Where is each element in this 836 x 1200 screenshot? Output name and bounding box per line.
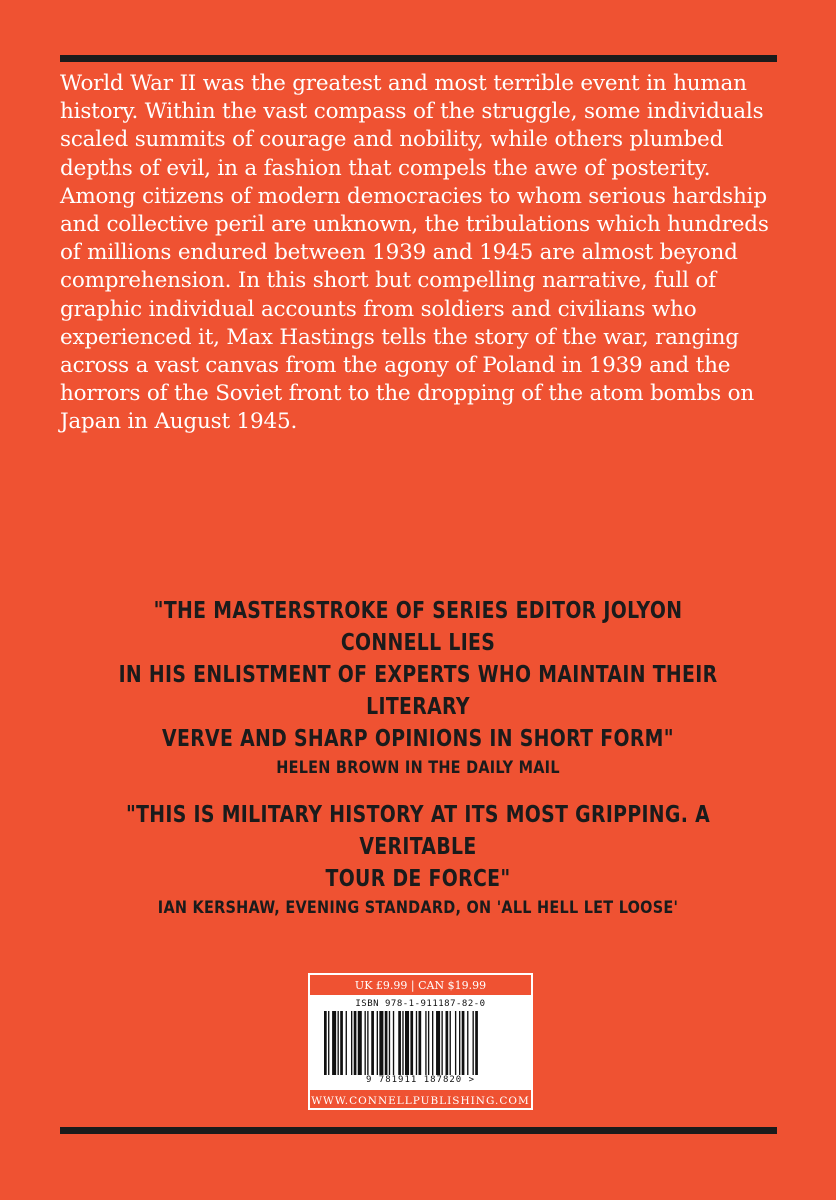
price-label: UK £9.99 | CAN $19.99 <box>310 975 531 997</box>
barcode-panel <box>310 997 531 1088</box>
review-quote-text: "THE MASTERSTROKE OF SERIES EDITOR JOLYON CONNELL LIES IN HIS ENLISTMENT OF EXPERTS WHO MAINTAIN THEIR LITERARY VERVE AND SHARP OPINIONS IN SHORT FORM" <box>118 598 718 752</box>
barcode-icon <box>322 1011 522 1075</box>
blurb-text: World War II was the greatest and most terrible event in human history. Within the vast compass of the struggle, some individuals scaled summits of courage and nobility, while others plumbed depths of evil, in a fashion that compels the awe of posterity. Among citizens of modern democracies to whom serious hardship and collective peril are unknown, the tribulations which hundreds of millions endured between 1939 and 1945 are almost beyond comprehension. In this short but compelling narrative, full of graphic individual accounts from soldiers and civilians who experienced it, Max Hastings tells the story of the war, ranging across a vast canvas from the agony of Poland in 1939 and the horrors of the Soviet front to the dropping of the atom bombs on Japan in August 1945. <box>60 71 769 435</box>
review-quote-text: "THIS IS MILITARY HISTORY AT ITS MOST GRIPPING. A VERITABLE TOUR DE FORCE" <box>125 802 711 892</box>
review-attribution: HELEN BROWN IN THE DAILY MAIL <box>276 758 560 778</box>
bottom-rule <box>60 1127 777 1134</box>
review-quote-2 <box>40 799 796 919</box>
isbn-label: ISBN 978-1-911187-82-0 <box>355 999 486 1009</box>
barcode-box <box>308 973 533 1110</box>
review-attribution: IAN KERSHAW, EVENING STANDARD, ON 'ALL HELL LET LOOSE' <box>157 898 679 918</box>
publisher-url: WWW.CONNELLPUBLISHING.COM <box>310 1088 531 1110</box>
review-quote-1 <box>40 595 796 779</box>
top-rule <box>60 55 777 62</box>
barcode-number: 9 781911 187820 > <box>365 1075 476 1085</box>
